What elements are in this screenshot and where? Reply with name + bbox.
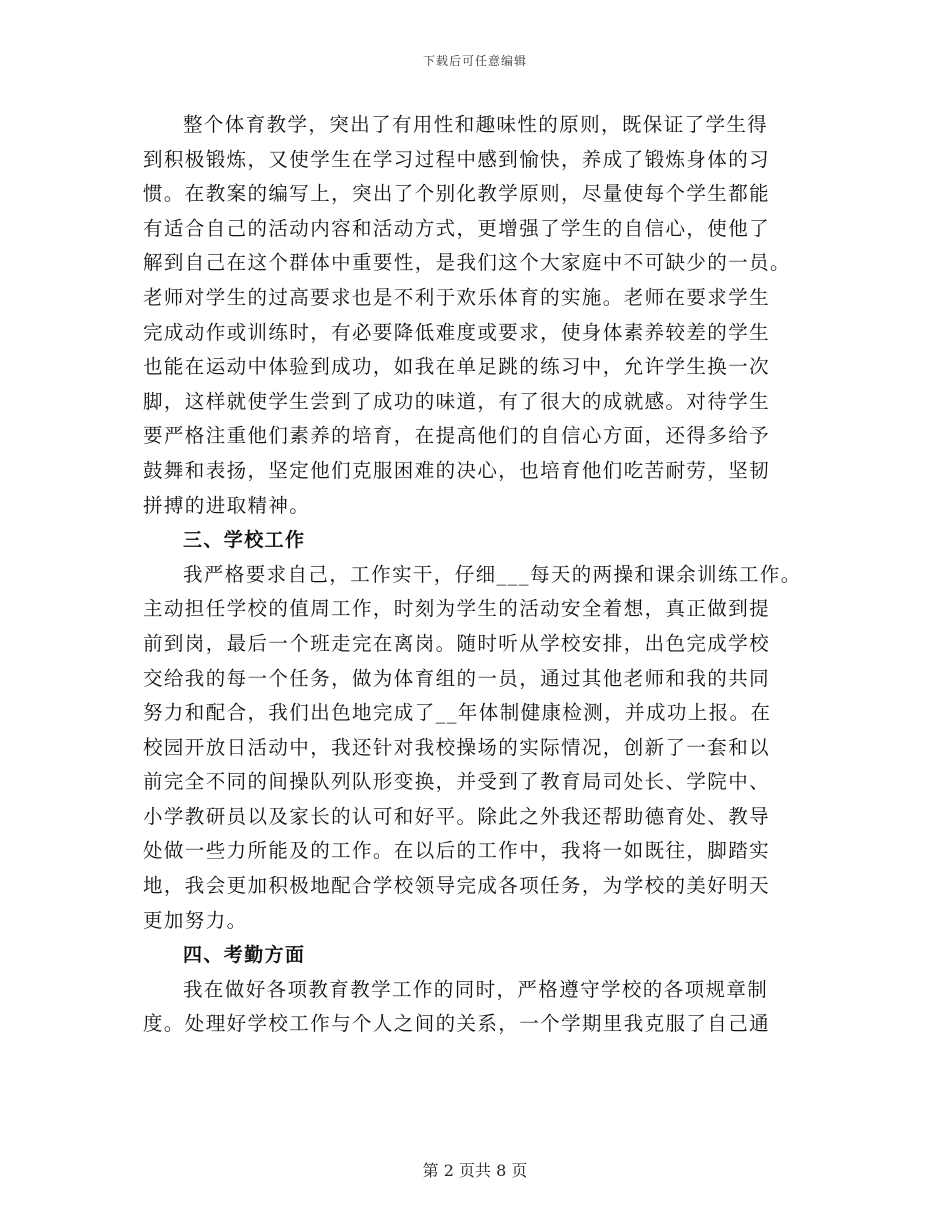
paragraph-line: 解到自己在这个群体中重要性，是我们这个大家庭中不可缺少的一员。 <box>143 251 791 275</box>
paragraph-line: 度。处理好学校工作与个人之间的关系，一个学期里我克服了自己通 <box>143 1012 771 1036</box>
paragraph-line: 处做一些力所能及的工作。在以后的工作中，我将一如既往，脚踏实 <box>143 839 771 863</box>
paragraph-line: 到积极锻炼，又使学生在学习过程中感到愉快，养成了锻炼身体的习 <box>143 147 771 171</box>
paragraph-line: 更加努力。 <box>143 908 248 932</box>
paragraph-line: 要严格注重他们素养的培育，在提高他们的自信心方面，还得多给予 <box>143 424 771 448</box>
document-body <box>143 108 823 1042</box>
paragraph-line: 我严格要求自己，工作实干，仔细___每天的两操和课余训练工作。 <box>183 562 802 586</box>
page-header: 下载后可任意编辑 <box>422 54 527 68</box>
paragraph-line: 有适合自己的活动内容和活动方式，更增强了学生的自信心，使他了 <box>143 216 771 240</box>
page-footer: 第 2 页共 8 页 <box>422 1161 528 1180</box>
paragraph-line: 拼搏的进取精神。 <box>143 493 311 517</box>
paragraph-line: 努力和配合，我们出色地完成了__年体制健康检测，并成功上报。在 <box>143 701 772 725</box>
paragraph-line: 老师对学生的过高要求也是不利于欢乐体育的实施。老师在要求学生 <box>143 285 771 309</box>
paragraph-line: 也能在运动中体验到成功，如我在单足跳的练习中，允许学生换一次 <box>143 355 771 379</box>
paragraph-line: 鼓舞和表扬，坚定他们克服困难的决心，也培育他们吃苦耐劳，坚韧 <box>143 458 771 482</box>
section-heading: 四、考勤方面 <box>183 944 306 967</box>
paragraph-line: 完成动作或训练时，有必要降低难度或要求，使身体素养较差的学生 <box>143 320 771 344</box>
paragraph-line: 校园开放日活动中，我还针对我校操场的实际情况，创新了一套和以 <box>143 735 771 759</box>
paragraph-line: 我在做好各项教育教学工作的同时，严格遵守学校的各项规章制 <box>183 977 769 1001</box>
paragraph-line: 前到岗，最后一个班走完在离岗。随时听从学校安排，出色完成学校 <box>143 631 771 655</box>
paragraph-line: 地，我会更加积极地配合学校领导完成各项任务，为学校的美好明天 <box>143 874 771 898</box>
section-heading: 三、学校工作 <box>183 529 306 552</box>
paragraph-line: 主动担任学校的值周工作，时刻为学生的活动安全着想，真正做到提 <box>143 597 771 621</box>
paragraph-line: 惯。在教案的编写上，突出了个别化教学原则，尽量使每个学生都能 <box>143 182 771 206</box>
paragraph-line: 脚，这样就使学生尝到了成功的味道，有了很大的成就感。对待学生 <box>143 389 771 413</box>
paragraph-line: 前完全不同的间操队列队形变换，并受到了教育局司处长、学院中、 <box>143 770 771 794</box>
paragraph-line: 交给我的每一个任务，做为体育组的一员，通过其他老师和我的共同 <box>143 666 771 690</box>
paragraph-line: 整个体育教学，突出了有用性和趣味性的原则，既保证了学生得 <box>183 113 769 136</box>
paragraph-line: 小学教研员以及家长的认可和好平。除此之外我还帮助德育处、教导 <box>143 804 771 828</box>
